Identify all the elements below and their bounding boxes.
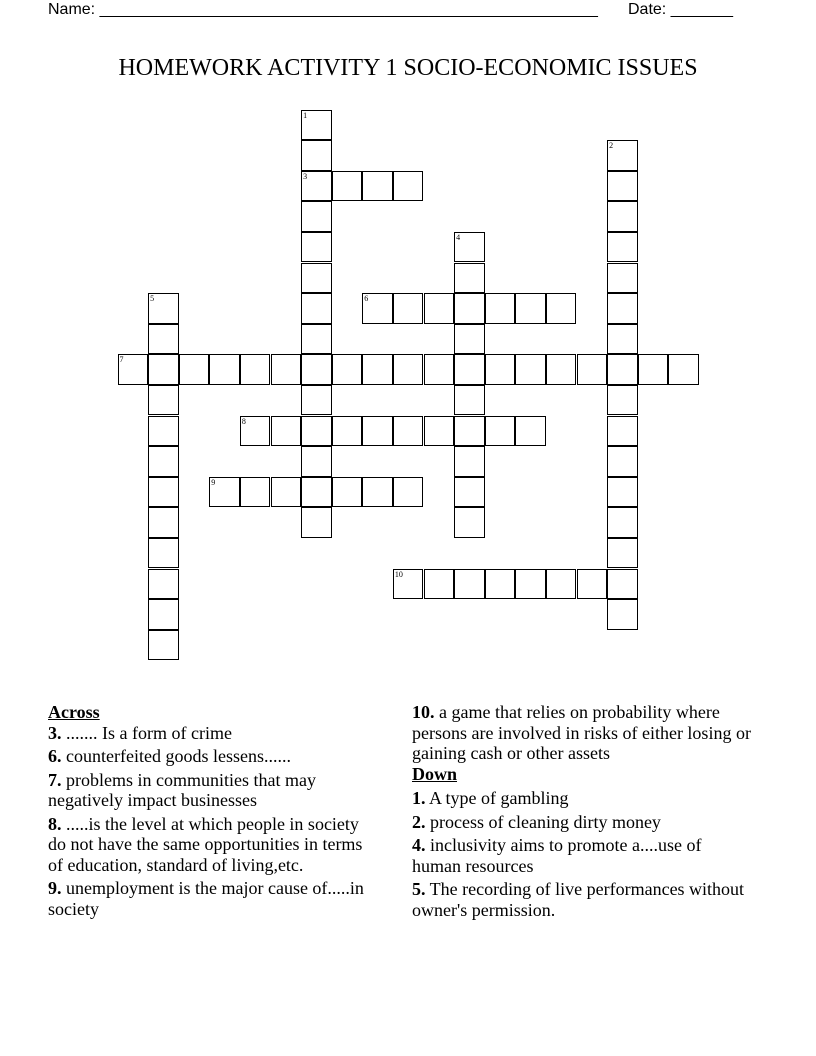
grid-cell[interactable] bbox=[148, 538, 179, 569]
clue-number: 7. bbox=[48, 769, 62, 790]
clue-number-label: 4 bbox=[456, 232, 461, 242]
grid-cell[interactable] bbox=[393, 569, 424, 600]
clue-number-label: 1 bbox=[303, 110, 308, 120]
grid-cell[interactable] bbox=[546, 569, 577, 600]
clue-text: process of cleaning dirty money bbox=[425, 811, 661, 832]
grid-cell[interactable] bbox=[607, 263, 638, 294]
clue-number-label: 5 bbox=[150, 294, 155, 304]
grid-cell[interactable] bbox=[607, 416, 638, 447]
grid-cell[interactable] bbox=[485, 569, 516, 600]
grid-cell[interactable] bbox=[424, 293, 455, 324]
grid-cell[interactable] bbox=[301, 263, 332, 294]
down-heading: Down bbox=[412, 763, 458, 784]
grid-cell[interactable] bbox=[271, 416, 302, 447]
grid-cell[interactable] bbox=[607, 201, 638, 232]
grid-cell[interactable] bbox=[301, 171, 332, 202]
grid-cell[interactable] bbox=[393, 293, 424, 324]
clue-text: .....is the level at which people in society do not have the same opportunities in terms of education, standard of living,etc. bbox=[48, 813, 363, 875]
clue-number-label: 3 bbox=[303, 171, 308, 181]
clue-text: problems in communities that may negatively impact businesses bbox=[48, 769, 316, 810]
grid-cell[interactable] bbox=[393, 477, 424, 508]
grid-cell[interactable] bbox=[546, 354, 577, 385]
clue-number-label: 9 bbox=[211, 477, 216, 487]
grid-cell[interactable] bbox=[607, 293, 638, 324]
grid-cell[interactable] bbox=[179, 354, 210, 385]
clue-number: 1. bbox=[412, 788, 426, 808]
grid-cell[interactable] bbox=[607, 538, 638, 569]
clue-text: inclusivity aims to promote a....use of human resources bbox=[412, 835, 702, 876]
clue-number: 6. bbox=[48, 746, 62, 766]
grid-cell[interactable] bbox=[148, 385, 179, 416]
grid-cell[interactable] bbox=[393, 416, 424, 447]
grid-cell[interactable] bbox=[148, 507, 179, 538]
clue-text: unemployment is the major cause of.....in society bbox=[48, 878, 364, 919]
clue-across-9 bbox=[48, 878, 378, 919]
clue-across-6 bbox=[48, 746, 378, 767]
clue-text: a game that relies on probability where persons are involved in risks of either losing or gaining cash or other assets bbox=[412, 702, 751, 763]
grid-cell[interactable] bbox=[454, 263, 485, 294]
grid-cell[interactable] bbox=[301, 201, 332, 232]
grid-cell[interactable] bbox=[148, 354, 179, 385]
grid-cell[interactable] bbox=[485, 293, 516, 324]
grid-cell[interactable] bbox=[240, 416, 271, 447]
grid-cell[interactable] bbox=[607, 171, 638, 202]
grid-cell[interactable] bbox=[454, 477, 485, 508]
grid-cell[interactable] bbox=[332, 477, 363, 508]
grid-cell[interactable] bbox=[271, 477, 302, 508]
grid-cell[interactable] bbox=[209, 477, 240, 508]
grid-cell[interactable] bbox=[607, 446, 638, 477]
grid-cell[interactable] bbox=[301, 354, 332, 385]
clue-across-8 bbox=[48, 814, 378, 876]
grid-cell[interactable] bbox=[301, 140, 332, 171]
grid-cell[interactable] bbox=[148, 324, 179, 355]
grid-cell[interactable] bbox=[301, 446, 332, 477]
clue-down-4 bbox=[412, 835, 752, 876]
grid-cell[interactable] bbox=[607, 569, 638, 600]
grid-cell[interactable] bbox=[301, 416, 332, 447]
clues-left-column bbox=[48, 702, 378, 922]
grid-cell[interactable] bbox=[393, 354, 424, 385]
name-field[interactable]: Name: ________________________________________________________ bbox=[48, 1, 598, 18]
grid-cell[interactable] bbox=[393, 171, 424, 202]
clue-number: 4. bbox=[412, 835, 426, 855]
clue-text: A type of gambling bbox=[425, 788, 569, 808]
grid-cell[interactable] bbox=[240, 354, 271, 385]
grid-cell[interactable] bbox=[271, 354, 302, 385]
grid-cell[interactable] bbox=[515, 416, 546, 447]
clue-text: counterfeited goods lessens...... bbox=[61, 746, 291, 766]
clue-number-label: 10 bbox=[394, 569, 403, 579]
grid-cell[interactable] bbox=[301, 293, 332, 324]
grid-cell[interactable] bbox=[301, 385, 332, 416]
grid-cell[interactable] bbox=[148, 569, 179, 600]
grid-cell[interactable] bbox=[638, 354, 669, 385]
grid-cell[interactable] bbox=[607, 477, 638, 508]
grid-cell[interactable] bbox=[454, 569, 485, 600]
grid-cell[interactable] bbox=[424, 569, 455, 600]
grid-cell[interactable] bbox=[301, 110, 332, 141]
grid-cell[interactable] bbox=[362, 354, 393, 385]
grid-cell[interactable] bbox=[668, 354, 699, 385]
clue-number: 9. bbox=[48, 878, 62, 898]
grid-cell[interactable] bbox=[515, 293, 546, 324]
grid-cell[interactable] bbox=[454, 507, 485, 538]
page-title: HOMEWORK ACTIVITY 1 SOCIO-ECONOMIC ISSUES bbox=[118, 55, 698, 81]
grid-cell[interactable] bbox=[240, 477, 271, 508]
grid-cell[interactable] bbox=[362, 477, 393, 508]
clue-number-label: 8 bbox=[241, 416, 246, 426]
grid-cell[interactable] bbox=[148, 477, 179, 508]
clue-number: 8. bbox=[48, 813, 62, 834]
grid-cell[interactable] bbox=[362, 416, 393, 447]
grid-cell[interactable] bbox=[454, 416, 485, 447]
clue-across-3 bbox=[48, 723, 378, 744]
clue-number: 5. bbox=[412, 879, 426, 899]
grid-cell[interactable] bbox=[577, 569, 608, 600]
grid-cell[interactable] bbox=[454, 232, 485, 263]
clue-across-7 bbox=[48, 770, 378, 811]
grid-cell[interactable] bbox=[424, 416, 455, 447]
grid-cell[interactable] bbox=[607, 140, 638, 171]
clue-text: The recording of live performances without owner's permission. bbox=[412, 879, 745, 920]
grid-cell[interactable] bbox=[515, 569, 546, 600]
grid-cell[interactable] bbox=[301, 232, 332, 263]
grid-cell[interactable] bbox=[148, 599, 179, 630]
grid-cell[interactable] bbox=[301, 507, 332, 538]
grid-cell[interactable] bbox=[301, 477, 332, 508]
grid-cell[interactable] bbox=[607, 232, 638, 263]
grid-cell[interactable] bbox=[607, 507, 638, 538]
grid-cell[interactable] bbox=[148, 416, 179, 447]
grid-cell[interactable] bbox=[148, 293, 179, 324]
date-field[interactable]: Date: _______ bbox=[628, 1, 733, 18]
grid-cell[interactable] bbox=[607, 324, 638, 355]
grid-cell[interactable] bbox=[332, 416, 363, 447]
grid-cell[interactable] bbox=[332, 171, 363, 202]
grid-cell[interactable] bbox=[424, 354, 455, 385]
clue-down-5 bbox=[412, 879, 752, 920]
grid-cell[interactable] bbox=[515, 354, 546, 385]
grid-cell[interactable] bbox=[301, 324, 332, 355]
grid-cell[interactable] bbox=[607, 385, 638, 416]
clue-down-2 bbox=[412, 812, 752, 833]
clue-number: 2. bbox=[412, 811, 426, 832]
grid-cell[interactable] bbox=[454, 446, 485, 477]
clues-right-column bbox=[412, 702, 752, 923]
clue-across-10 bbox=[412, 702, 752, 764]
grid-cell[interactable] bbox=[454, 324, 485, 355]
grid-cell[interactable] bbox=[332, 354, 363, 385]
clue-number-label: 2 bbox=[609, 141, 614, 151]
clue-down-1 bbox=[412, 788, 752, 809]
grid-cell[interactable] bbox=[148, 446, 179, 477]
across-heading: Across bbox=[48, 702, 100, 722]
grid-cell[interactable] bbox=[148, 630, 179, 661]
clue-number: 10. bbox=[412, 702, 435, 722]
grid-cell[interactable] bbox=[485, 354, 516, 385]
grid-cell[interactable] bbox=[454, 385, 485, 416]
grid-cell[interactable] bbox=[485, 416, 516, 447]
grid-cell[interactable] bbox=[546, 293, 577, 324]
grid-cell[interactable] bbox=[454, 354, 485, 385]
grid-cell[interactable] bbox=[118, 354, 149, 385]
clue-text: ....... Is a form of crime bbox=[61, 722, 232, 743]
clue-number: 3. bbox=[48, 722, 62, 743]
grid-cell[interactable] bbox=[607, 599, 638, 630]
grid-cell[interactable] bbox=[577, 354, 608, 385]
grid-cell[interactable] bbox=[362, 293, 393, 324]
grid-cell[interactable] bbox=[209, 354, 240, 385]
grid-cell[interactable] bbox=[454, 293, 485, 324]
clue-number-label: 6 bbox=[364, 294, 369, 304]
clue-number-label: 7 bbox=[119, 355, 124, 365]
grid-cell[interactable] bbox=[362, 171, 393, 202]
grid-cell[interactable] bbox=[607, 354, 638, 385]
